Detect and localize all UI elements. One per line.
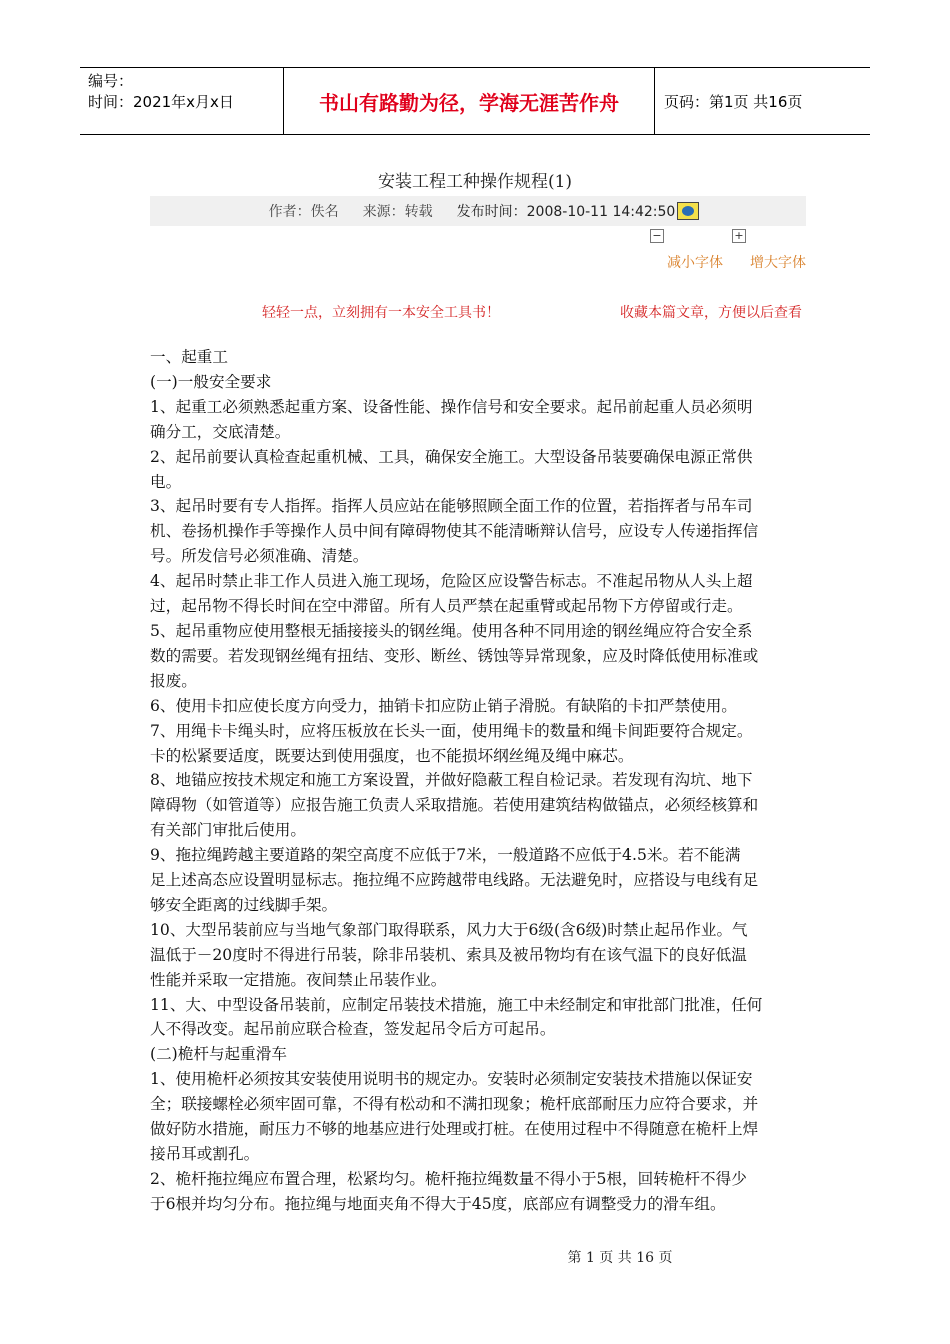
body-line: (一)一般安全要求	[150, 372, 272, 391]
body-line: 温低于－20度时不得进行吊装，除非吊装机、索具及被吊物均有在该气温下的良好低温	[150, 945, 747, 964]
motto: 书山有路勤为径，学海无涯苦作舟	[283, 68, 655, 134]
plus-icon[interactable]: +	[732, 229, 746, 243]
body-line: 一、起重工	[150, 348, 228, 366]
body-line: 于6根并均匀分布。拖拉绳与地面夹角不得大于45度，底部应有调整受力的滑车组。	[150, 1194, 726, 1213]
body-line: 5、起吊重物应使用整根无插接接头的钢丝绳。使用各种不同用途的钢丝绳应符合安全系	[150, 621, 753, 640]
document-header	[80, 67, 870, 135]
body-line: 8、地锚应按技术规定和施工方案设置，并做好隐蔽工程自检记录。若发现有沟坑、地下	[150, 771, 753, 790]
body-line: 6、使用卡扣应使长度方向受力，抽销卡扣应防止销子滑脱。有缺陷的卡扣严禁使用。	[150, 696, 737, 715]
promo-link-left[interactable]: 轻轻一点，立刻拥有一本安全工具书！	[262, 305, 500, 321]
body-line: 报废。	[150, 671, 197, 690]
page-info: 页码：第1页 共16页	[664, 92, 803, 111]
body-line: 卡的松紧要适度，既要达到使用强度，也不能损坏纲丝绳及绳中麻芯。	[150, 746, 634, 765]
promo-link-right[interactable]: 收藏本篇文章，方便以后查看	[620, 305, 802, 321]
body-line: 1、使用桅杆必须按其安装使用说明书的规定办。安装时必须制定安装技术措施以保证安	[150, 1070, 753, 1089]
body-line: 接吊耳或割孔。	[150, 1145, 260, 1163]
body-line: 性能并采取一定措施。夜间禁止吊装作业。	[150, 970, 447, 989]
body-line: 确分工，交底清楚。	[150, 422, 291, 441]
body-line: 有关部门审批后使用。	[150, 821, 306, 840]
article-title: 安装工程工种操作规程(1)	[377, 172, 573, 192]
body-line: 4、起吊时禁止非工作人员进入施工现场，危险区应设警告标志。不准起吊物从人头上超	[150, 572, 753, 591]
body-line: 2、起吊前要认真检查起重机械、工具，确保安全施工。大型设备吊装要确保电源正常供	[150, 447, 753, 466]
print-icon[interactable]	[677, 202, 699, 220]
author: 作者：佚名	[268, 204, 339, 220]
header-left-cell	[80, 68, 283, 134]
body-line: 全；联接螺栓必须牢固可靠，不得有松动和不满扣现象；桅杆底部耐压力应符合要求，并	[150, 1095, 759, 1114]
article-body	[150, 345, 810, 1217]
body-line: 3、起吊时要有专人指挥。指挥人员应站在能够照顾全面工作的位置，若指挥者与吊车司	[150, 497, 753, 516]
body-line: 数的需要。若发现钢丝绳有扭结、变形、断丝、锈蚀等异常现象，应及时降低使用标准或	[150, 646, 759, 665]
time-label: 时间：2021年x月x日	[88, 93, 234, 111]
body-line: 过，起吊物不得长时间在空中滞留。所有人员严禁在起重臂或起吊物下方停留或行走。	[150, 597, 743, 616]
body-line: 7、用绳卡卡绳头时，应将压板放在长头一面，使用绳卡的数量和绳卡间距要符合规定。	[150, 721, 753, 740]
body-line: 够安全距离的过线脚手架。	[150, 895, 338, 914]
source: 来源：转载	[362, 204, 433, 220]
body-line: 机、卷扬机操作手等操作人员中间有障碍物使其不能清晰辩认信号，应设专人传递指挥信	[150, 522, 759, 541]
publish-time: 发布时间：2008-10-11 14:42:50	[456, 204, 676, 220]
body-line: 障碍物（如管道等）应报告施工负责人采取措施。若使用建筑结构做锚点，必须经核算和	[150, 796, 759, 815]
number-label: 编号：	[88, 72, 134, 90]
body-line: 9、拖拉绳跨越主要道路的架空高度不应低于7米，一般道路不应低于4.5米。若不能满	[150, 846, 741, 865]
body-line: 2、桅杆拖拉绳应布置合理，松紧均匀。桅杆拖拉绳数量不得小于5根，回转桅杆不得少	[150, 1169, 747, 1188]
body-line: 电。	[150, 472, 182, 491]
body-line: 1、起重工必须熟悉起重方案、设备性能、操作信号和安全要求。起吊前起重人员必须明	[150, 397, 753, 416]
body-line: 11、大、中型设备吊装前，应制定吊装技术措施，施工中未经制定和审批部门批准，任何	[150, 995, 763, 1014]
body-line: 做好防水措施，耐压力不够的地基应进行处理或打桩。在使用过程中不得随意在桅杆上焊	[150, 1120, 759, 1139]
body-line: 人不得改变。起吊前应联合检查，签发起吊令后方可起吊。	[150, 1020, 556, 1039]
footer-page-number: 第 1 页 共 16 页	[567, 1250, 673, 1266]
body-line: 10、大型吊装前应与当地气象部门取得联系，风力大于6级(含6级)时禁止起吊作业。气	[150, 920, 748, 939]
body-line: (二)桅杆与起重滑车	[150, 1045, 287, 1064]
body-line: 号。所发信号必须准确、清楚。	[150, 547, 369, 566]
minus-icon[interactable]: −	[650, 229, 664, 243]
article-meta-bar	[150, 196, 806, 226]
decrease-font-link[interactable]: 减小字体	[667, 255, 723, 271]
page-footer	[145, 1247, 950, 1267]
increase-font-link[interactable]: 增大字体	[750, 255, 806, 271]
body-line: 足上述高态应设置明显标志。拖拉绳不应跨越带电线路。无法避免时，应搭设与电线有足	[150, 871, 759, 890]
